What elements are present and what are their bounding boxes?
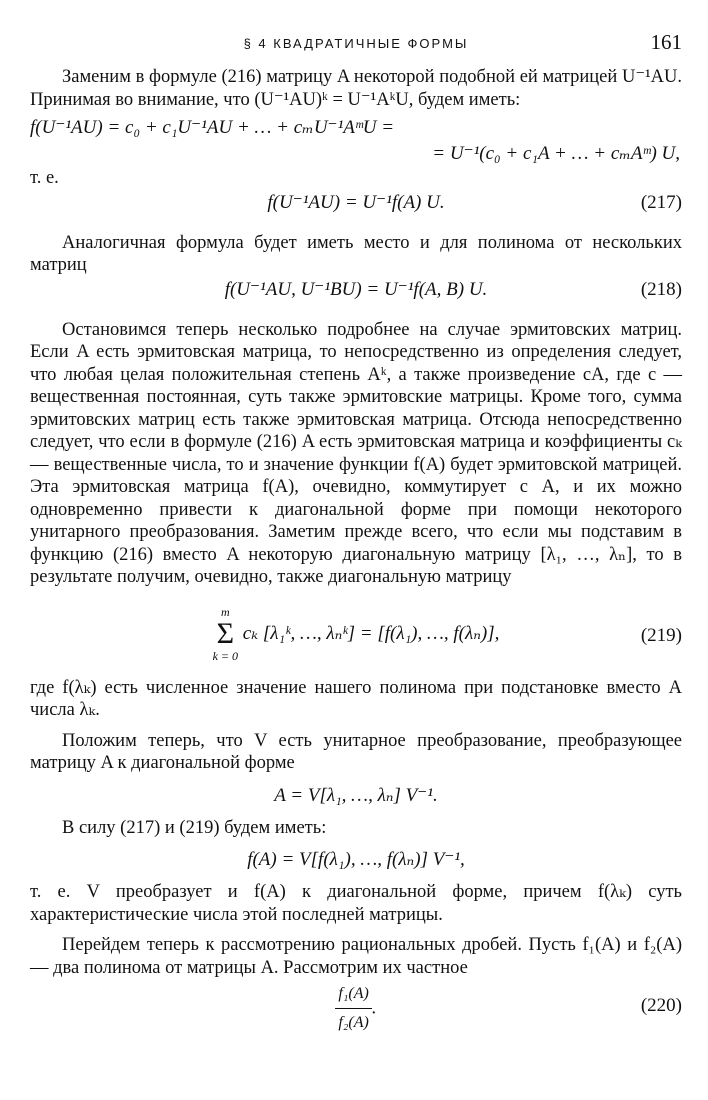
equation-217-body: f(U⁻¹AU) = U⁻¹f(A) U. — [267, 191, 445, 213]
sigma-symbol: Σ — [216, 616, 235, 650]
book-page — [30, 30, 682, 1029]
running-header — [30, 30, 682, 58]
section-title: § 4 КВАДРАТИЧНЫЕ ФОРМЫ — [243, 36, 469, 51]
paragraph-by-217-219: В силу (217) и (219) будем иметь: — [62, 817, 327, 838]
paragraph-several-matrices: Аналогичная формула будет иметь место и для полинома от нескольких матриц — [30, 232, 682, 275]
paragraph-numeric-value: где f(λₖ) есть численное значение нашего полинома при подстановке вместо A числа λₖ. — [30, 677, 682, 720]
text-that-is-1: т. е. — [30, 168, 59, 188]
fraction-denominator: f₂(A) — [338, 1014, 369, 1031]
equation-220-period: . — [371, 997, 377, 1019]
equation-220-number: (220) — [640, 995, 682, 1016]
fraction-numerator: f₁(A) — [335, 981, 371, 1009]
equation-expansion-line2: = U⁻¹(c₀ + c₁A + … + cₘAᵐ) U, — [432, 143, 680, 164]
equation-220 — [30, 981, 682, 1029]
sum-upper-limit: m — [220, 604, 230, 619]
equation-219 — [30, 605, 682, 669]
paragraph-substitution: Заменим в формуле (216) матрицу A некоторой подобной ей матрицей U⁻¹AU. Принимая во внимание, что (U⁻¹AU)ᵏ = U⁻¹AᵏU, будем иметь: — [30, 67, 682, 110]
summation-sign — [213, 605, 238, 663]
equation-f-diagonal: f(A) = V[f(λ₁), …, f(λₙ)] V⁻¹, — [247, 849, 465, 870]
paragraph-rational-fractions: Перейдем теперь к рассмотрению рациональных дробей. Пусть f₁(A) и f₂(A) — два полинома от матрицы A. Рассмотрим их частное — [30, 935, 682, 978]
equation-217-number: (217) — [640, 191, 682, 213]
equation-diagonal-form: A = V[λ₁, …, λₙ] V⁻¹. — [274, 784, 438, 806]
sum-lower-limit: k = 0 — [212, 648, 239, 663]
equation-219-number: (219) — [640, 624, 682, 646]
paragraph-characteristic-numbers: т. е. V преобразует и f(A) к диагональной форме, причем f(λₖ) суть характеристические числа этой последней матрицы. — [30, 882, 682, 925]
equation-217 — [30, 190, 682, 216]
equation-218-number: (218) — [640, 278, 682, 300]
fraction-f1-over-f2 — [335, 981, 371, 1036]
equation-expansion-line1: f(U⁻¹AU) = c₀ + c₁U⁻¹AU + … + cₘU⁻¹AᵐU = — [30, 117, 395, 138]
equation-219-body: cₖ [λ₁ᵏ, …, λₙᵏ] = [f(λ₁), …, f(λₙ)], — [242, 622, 500, 644]
page-number: 161 — [650, 30, 682, 54]
equation-218-body: f(U⁻¹AU, U⁻¹BU) = U⁻¹f(A, B) U. — [224, 278, 488, 300]
equation-218 — [30, 277, 682, 303]
paragraph-hermitian: Остановимся теперь несколько подробнее на случае эрмитовских матриц. Если A есть эрмитовская матрица, то непосредственно из определения следует, что любая целая положительная степень Aᵏ, а также произведение cA, где c — вещественная постоянная, суть также эрмитовские матрицы. Кроме того, сумма эрмитовских матриц есть также эрмитовская матрица. Отсюда непосредственно следует, что если в формуле (216) A есть эрмитовская матрица и коэффициенты cₖ — вещественные числа, то и значение функции f(A) будет эрмитовской матрицей. Эта эрмитовская матрица f(A), очевидно, коммутирует с A, и их можно одновременно привести к диагональной форме при помощи некоторого унитарного преобразования. Заметим прежде всего, что если мы подставим в функцию (216) вместо A некоторую диагональную матрицу [λ₁, …, λₙ], то в результате получим, очевидно, также диагональную матрицу — [30, 319, 682, 587]
paragraph-unitary-transform: Положим теперь, что V есть унитарное преобразование, преобразующее матрицу A к диагональной форме — [30, 730, 682, 773]
